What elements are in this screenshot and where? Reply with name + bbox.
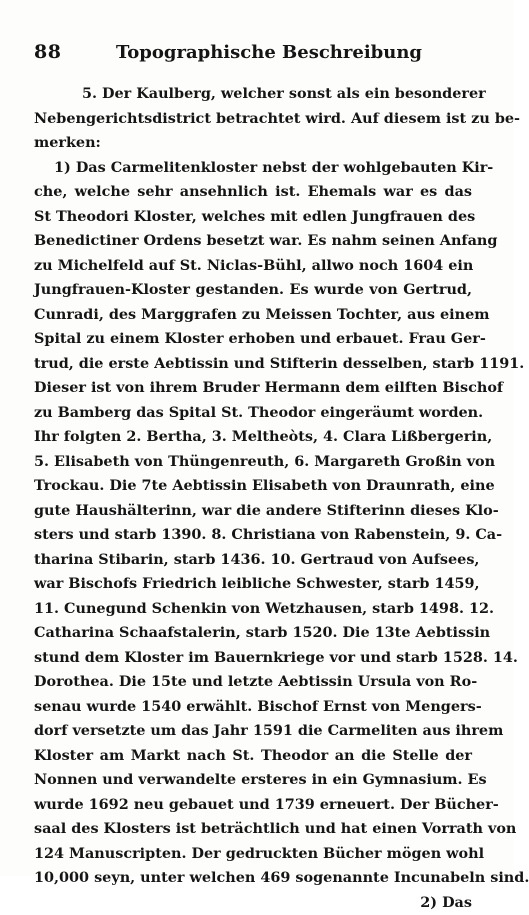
text-line: Ihr folgten 2. Bertha, 3. Meltheòts, 4. Clara Lißbergerin, <box>34 425 472 450</box>
text-line: war Bischofs Friedrich leibliche Schwester, starb 1459, <box>34 572 472 597</box>
body-text <box>34 82 472 915</box>
text-line: Dieser ist von ihrem Bruder Hermann dem eilften Bischof <box>34 376 472 401</box>
text-line: Benedictiner Ordens besetzt war. Es nahm seinen Anfang <box>34 229 472 254</box>
text-line: senau wurde 1540 erwählt. Bischof Ernst von Mengers- <box>34 695 472 720</box>
text-line: dorf versetzte um das Jahr 1591 die Carmeliten aus ihrem <box>34 719 472 744</box>
text-line: zu Bamberg das Spital St. Theodor eingeräumt worden. <box>34 401 472 426</box>
text-line: 5. Der Kaulberg, welcher sonst als ein besonderer <box>34 82 472 107</box>
text-line: 10,000 seyn, unter welchen 469 sogenannte Incunabeln sind. <box>34 866 472 891</box>
text-line: merken: <box>34 131 472 156</box>
running-title: Topographische Beschreibung <box>34 42 474 63</box>
page-number: 88 <box>34 41 61 63</box>
text-line: zu Michelfeld auf St. Niclas-Bühl, allwo noch 1604 ein <box>34 254 472 279</box>
text-line: tharina Stibarin, starb 1436. 10. Gertraud von Aufsees, <box>34 548 472 573</box>
text-line: St Theodori Kloster, welches mit edlen Jungfrauen des <box>34 205 472 230</box>
text-line: 124 Manuscripten. Der gedruckten Bücher mögen wohl <box>34 842 472 867</box>
catchword: 2) Das <box>34 891 472 915</box>
text-line: Kloster am Markt nach St. Theodor an die Stelle der <box>34 744 472 769</box>
text-line: saal des Klosters ist beträchtlich und hat einen Vorrath von <box>34 817 472 842</box>
text-line: Nebengerichtsdistrict betrachtet wird. Auf diesem ist zu be- <box>34 107 472 132</box>
text-line: trud, die erste Aebtissin und Stifterin desselben, starb 1191. <box>34 352 472 377</box>
text-line: Spital zu einem Kloster erhoben und erbauet. Frau Ger- <box>34 327 472 352</box>
text-line: Dorothea. Die 15te und letzte Aebtissin Ursula von Ro- <box>34 670 472 695</box>
text-line: stund dem Kloster im Bauernkriege vor und starb 1528. 14. <box>34 646 472 671</box>
text-line: Jungfrauen-Kloster gestanden. Es wurde von Gertrud, <box>34 278 472 303</box>
text-line: wurde 1692 neu gebauet und 1739 erneuert. Der Bücher- <box>34 793 472 818</box>
text-line: 1) Das Carmelitenkloster nebst der wohlgebauten Kir- <box>34 156 472 181</box>
text-line: Nonnen und verwandelte ersteres in ein Gymnasium. Es <box>34 768 472 793</box>
text-line: Trockau. Die 7te Aebtissin Elisabeth von Draunrath, eine <box>34 474 472 499</box>
text-line: sters und starb 1390. 8. Christiana von Rabenstein, 9. Ca- <box>34 523 472 548</box>
text-line: Catharina Schaafstalerin, starb 1520. Die 13te Aebtissin <box>34 621 472 646</box>
text-line: Cunradi, des Marggrafen zu Meissen Tochter, aus einem <box>34 303 472 328</box>
text-line: che, welche sehr ansehnlich ist. Ehemals war es das <box>34 180 472 205</box>
text-line: 11. Cunegund Schenkin von Wetzhausen, starb 1498. 12. <box>34 597 472 622</box>
text-line: gute Haushälterinn, war die andere Stifterinn dieses Klo- <box>34 499 472 524</box>
page-header <box>34 41 474 69</box>
text-line: 5. Elisabeth von Thüngenreuth, 6. Margareth Großin von <box>34 450 472 475</box>
